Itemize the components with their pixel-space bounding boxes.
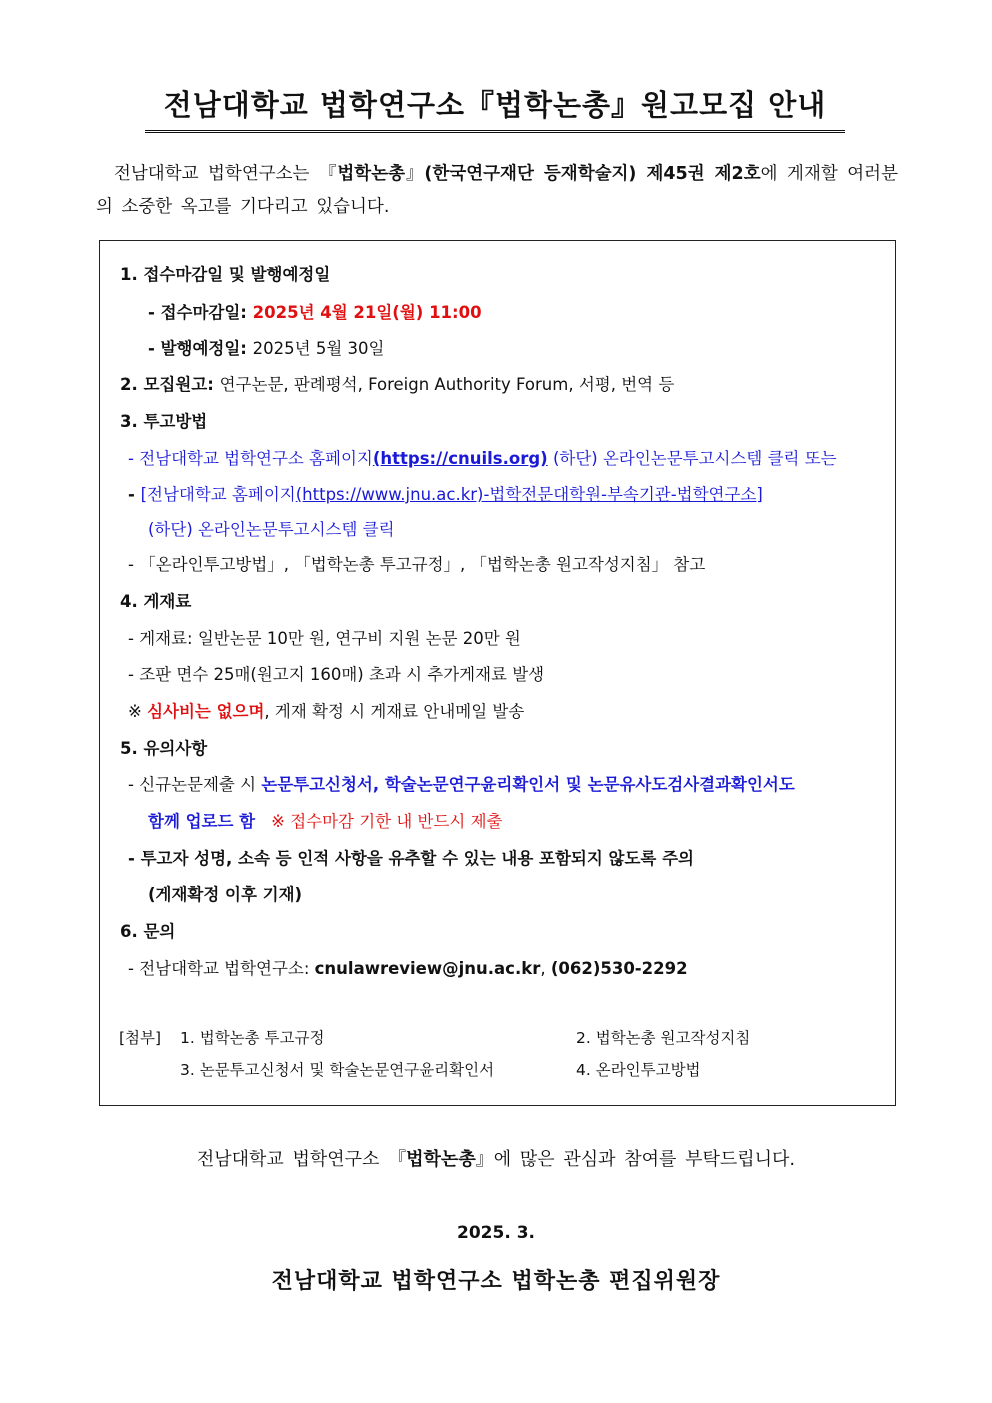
intro-paragraph (96, 158, 898, 224)
cnuils-link[interactable]: (https://cnuils.org) (372, 449, 548, 468)
publication-value: 2025년 5월 30일 (252, 339, 385, 358)
deadline-line (148, 301, 482, 325)
submit-method-1-text: - 전남대학교 법학연구소 홈페이지 (128, 449, 373, 468)
section-4-heading: 4. 게재료 (120, 592, 192, 611)
notice-line-1-text: - 신규논문제출 시 (128, 775, 262, 794)
section-1-heading: 1. 접수마감일 및 발행예정일 (120, 265, 331, 284)
submit-method-2 (128, 483, 763, 507)
attachment-item: 2. 법학논총 원고작성지침 (576, 1029, 751, 1047)
note-mark: ※ (128, 702, 148, 721)
signature: 전남대학교 법학연구소 법학논총 편집위원장 (271, 1269, 721, 1294)
intro-bracket: 』 (405, 164, 425, 184)
manuscript-types: 연구논문, 판례평석, Foreign Authority Forum, 서평, 번역 등 (219, 375, 675, 394)
info-box (99, 240, 896, 1106)
submit-method-1-rest: (하단) 온라인논문투고시스템 클릭 또는 (547, 449, 837, 468)
fee-note (128, 700, 524, 724)
contact-sep: , (540, 959, 551, 978)
document-date: 2025. 3. (457, 1223, 535, 1243)
closing-text: 전남대학교 법학연구소 『 (196, 1149, 407, 1170)
dash: - (128, 485, 141, 504)
closing-journal-name: 법학논총 (406, 1149, 476, 1170)
contact-line (128, 957, 688, 981)
submit-deadline-note: ※ 접수마감 기한 내 반드시 제출 (271, 812, 503, 831)
closing-text-end: 』에 많은 관심과 참여를 부탁드립니다. (475, 1149, 796, 1170)
fee-line-1: - 게재료: 일반논문 10만 원, 연구비 지원 논문 20만 원 (128, 629, 521, 648)
jnu-link[interactable]: (https://www.jnu.ac.kr)-법학전문대학원-부속기관-법학연구소] (295, 485, 763, 504)
intro-text-end: 에 게재할 여러분의 소중한 옥고를 기다리고 있습니다. (96, 164, 898, 217)
section-6-heading: 6. 문의 (120, 922, 176, 941)
submit-method-2-cont: (하단) 온라인논문투고시스템 클릭 (148, 520, 395, 539)
closing-sentence (96, 1146, 896, 1174)
no-review-fee: 심사비는 없으며 (147, 702, 265, 721)
document-title: 전남대학교 법학연구소『법학논총』원고모집 안내 (145, 86, 845, 133)
notice-line-3: - 투고자 성명, 소속 등 인적 사항을 유추할 수 있는 내용 포함되지 않도록 주의 (128, 849, 694, 868)
contact-email[interactable]: cnulawreview@jnu.ac.kr (314, 959, 541, 978)
submit-method-2-text: [전남대학교 홈페이지 (140, 485, 296, 504)
contact-label: - 전남대학교 법학연구소: (128, 959, 315, 978)
section-5-heading: 5. 유의사항 (120, 739, 208, 758)
attachment-item: 4. 온라인투고방법 (576, 1061, 701, 1079)
fee-line-2: - 조판 면수 25매(원고지 160매) 초과 시 추가게재료 발생 (128, 665, 545, 684)
deadline-value: 2025년 4월 21일(월) 11:00 (252, 303, 482, 322)
section-2-heading: 2. 모집원고: (120, 375, 220, 394)
deadline-label: - 접수마감일: (148, 303, 253, 322)
required-documents: 논문투고신청서, 학술논문연구윤리확인서 및 논문유사도검사결과확인서도 (261, 775, 795, 794)
attachment-item: 3. 논문투고신청서 및 학술논문연구윤리확인서 (180, 1061, 495, 1079)
notice-line-2 (148, 810, 502, 834)
contact-phone: (062)530-2292 (550, 959, 688, 978)
journal-issue: (한국연구재단 등재학술지) 제45권 제2호 (424, 164, 761, 184)
section-2-line (120, 373, 674, 397)
notice-line-1 (128, 773, 795, 797)
publication-label: - 발행예정일: (148, 339, 253, 358)
publication-line (148, 337, 384, 361)
upload-together: 함께 업로드 함 (148, 812, 256, 831)
notice-line-4: (게재확정 이후 기재) (148, 885, 303, 904)
submit-method-1 (128, 447, 837, 471)
submit-method-reference: - 「온라인투고방법」, 「법학논총 투고규정」, 「법학논총 원고작성지침」 참고 (128, 555, 706, 574)
fee-note-rest: , 게재 확정 시 게재료 안내메일 발송 (264, 702, 525, 721)
attachments-label: [첨부] (119, 1029, 162, 1047)
section-3-heading: 3. 투고방법 (120, 412, 208, 431)
journal-name: 법학논총 (337, 164, 406, 184)
intro-text: 전남대학교 법학연구소는 『 (114, 164, 338, 184)
attachment-item: 1. 법학논총 투고규정 (180, 1029, 325, 1047)
